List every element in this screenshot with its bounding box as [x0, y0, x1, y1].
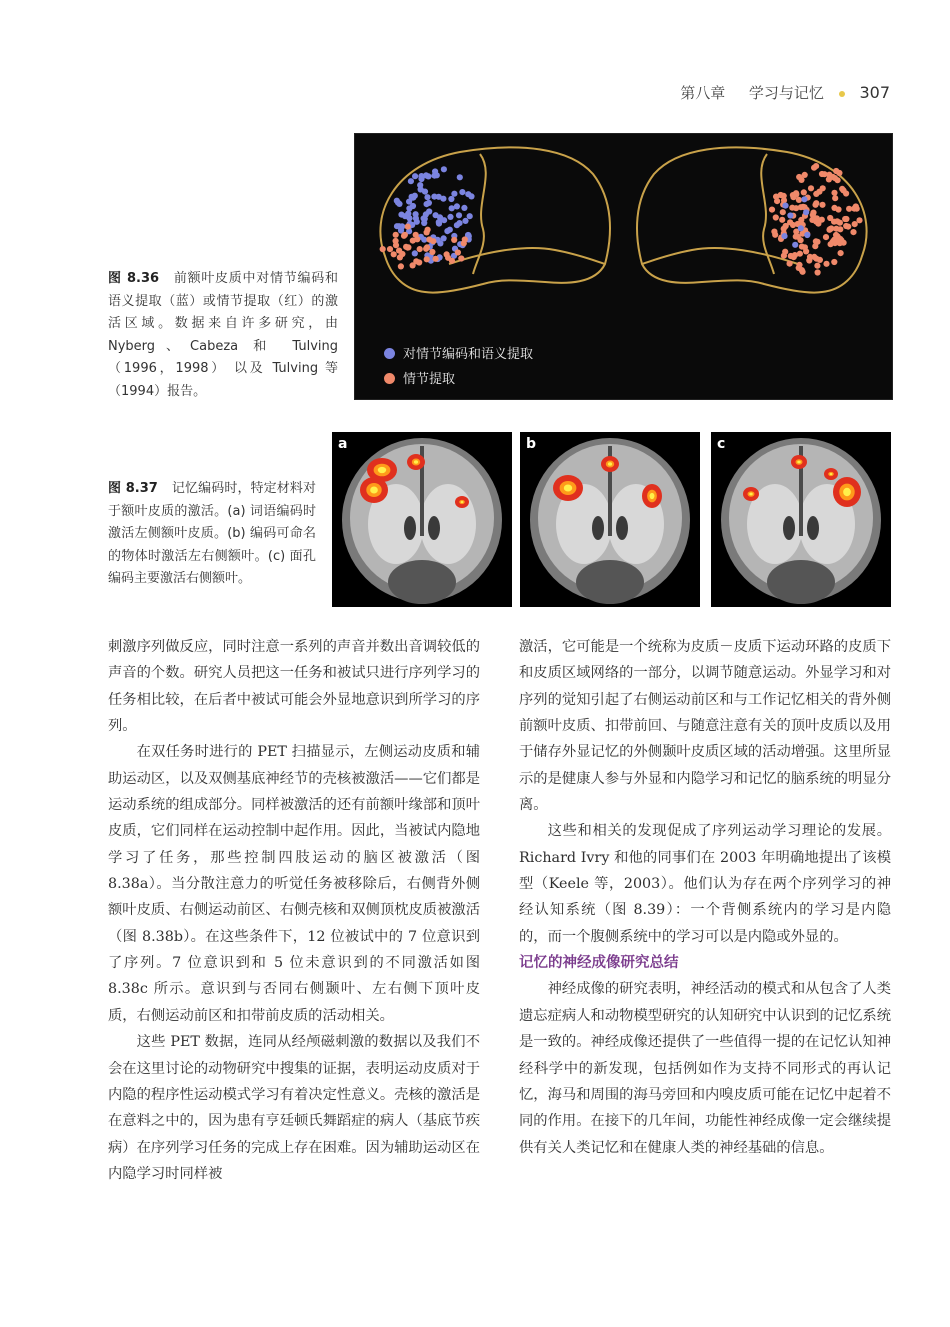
activation-dot: [797, 251, 803, 257]
activation-dot: [424, 256, 430, 262]
activation-dot: [790, 222, 796, 228]
activation-dot: [413, 215, 419, 221]
activation-dot: [781, 197, 787, 203]
activation-dot: [823, 261, 829, 267]
activation-dot: [459, 189, 465, 195]
activation-dot: [405, 224, 411, 230]
activation-dot: [845, 224, 851, 230]
activation-dot: [394, 223, 400, 229]
paragraph: 神经成像的研究表明，神经活动的模式和从包含了人类遗忘症病人和动物模型研究的认知研究中认识到的记忆系统是一致的。神经成像还提供了一些值得一提的在记忆认知神经科学中的新发现，包括例如作为支持不同形式的再认记忆，海马和周围的海马旁回和内嗅皮质可能在记忆中起着不同的作用。在接下的几年间，功能性神经成像一定会继续提供有关人类记忆和在健康人类的神经基础的信息。: [519, 981, 891, 1156]
panel-label: a: [338, 436, 348, 452]
activation-dot: [798, 177, 804, 183]
left-lateral-sulcus: [449, 248, 605, 264]
activation-blob-core: [370, 487, 378, 494]
section-heading: 记忆的神经成像研究总结: [519, 955, 679, 972]
activation-blob-core: [843, 488, 851, 496]
activation-dot: [782, 249, 788, 255]
blue-dot-icon: [384, 348, 395, 359]
activation-dot: [831, 259, 837, 265]
activation-dot: [856, 217, 862, 223]
activation-dot: [789, 205, 795, 211]
activation-dots: [380, 163, 863, 276]
activation-blob-core: [650, 493, 655, 499]
activation-dot: [819, 171, 825, 177]
activation-dot: [454, 222, 460, 228]
legend-item-red: [384, 367, 533, 392]
activation-dot: [451, 237, 457, 243]
activation-dot: [804, 232, 810, 238]
activation-dot: [826, 172, 832, 178]
activation-dot: [792, 242, 798, 248]
activation-dot: [813, 238, 819, 244]
paragraph: 激活，它可能是一个统称为皮质－皮质下运动环路的皮质下和皮质区域网络的一部分，以调节随意运动。外显学习和对序列的觉知引起了右侧运动前区和与工作记忆相关的背外侧前额叶皮质、扣带前回、与随意注意有关的顶叶皮质以及用于储存外显记忆的外侧颞叶皮质区域的活动增强。这里所显示的是健康人参与外显和内隐学习和记忆的脑系统的明显分离。: [519, 639, 891, 814]
activation-dot: [461, 240, 467, 246]
activation-dot: [429, 249, 435, 255]
activation-dot: [424, 194, 430, 200]
figure-8-36-legend: [384, 342, 533, 392]
ventricle-right: [428, 516, 440, 540]
figure-number: 图 8.36: [108, 271, 160, 286]
activation-dot: [457, 174, 463, 180]
activation-dot: [787, 212, 793, 218]
activation-dot: [403, 244, 409, 250]
brainstem: [767, 560, 835, 604]
chapter-label: 第八章: [680, 84, 726, 102]
activation-dot: [842, 216, 848, 222]
activation-dot: [410, 238, 416, 244]
activation-dot: [780, 209, 786, 215]
activation-dot: [393, 238, 399, 244]
activation-dot: [441, 166, 447, 172]
activation-dot: [412, 173, 418, 179]
activation-dot: [801, 196, 807, 202]
activation-dot: [405, 211, 411, 217]
scan-panel-c: [711, 432, 891, 607]
activation-dot: [823, 234, 829, 240]
activation-blob-core: [830, 473, 833, 475]
activation-dot: [831, 190, 837, 196]
panel-label: b: [526, 436, 537, 452]
chapter-title: 学习与记忆: [748, 84, 824, 102]
ventricle-right: [807, 516, 819, 540]
paragraph: 刺激序列做反应，同时注意一系列的声音并数出音调较低的声音的个数。研究人员把这一任务和被试只进行序列学习的任务相比较，在后者中被试可能会外显地意识到所学习的序列。: [108, 639, 480, 735]
caption-text: 前额叶皮质中对情节编码和语义提取（蓝）或情节提取（红）的激活区域。数据来自许多研究，由 Nyberg、Cabeza 和 Tulving（1996，1998） 以及 Tulving 等（1994）报告。: [108, 271, 338, 399]
activation-dot: [807, 254, 813, 260]
brainstem: [576, 560, 644, 604]
activation-dot: [813, 191, 819, 197]
activation-dot: [810, 210, 816, 216]
activation-dot: [444, 251, 450, 257]
activation-dot: [787, 261, 793, 267]
left-column: [108, 634, 480, 1187]
activation-dot: [793, 190, 799, 196]
right-column: [519, 634, 891, 1161]
running-header: [640, 82, 890, 103]
activation-blob-core: [414, 460, 418, 464]
ventricle-left: [592, 516, 604, 540]
activation-dot: [771, 229, 777, 235]
activation-dot: [769, 207, 775, 213]
activation-dot: [432, 168, 438, 174]
activation-dot: [803, 209, 809, 215]
legend-item-blue: [384, 342, 533, 367]
activation-dot: [814, 215, 820, 221]
activation-dot: [802, 244, 808, 250]
activation-dot: [819, 202, 825, 208]
header-dot-icon: [839, 91, 845, 97]
activation-dot: [387, 246, 393, 252]
activation-dot: [398, 212, 404, 218]
activation-dot: [801, 189, 807, 195]
activation-dot: [798, 225, 804, 231]
panel-label: c: [717, 436, 726, 452]
figure-8-36-caption: [108, 268, 338, 403]
activation-dot: [433, 212, 439, 218]
activation-blob-core: [378, 467, 386, 473]
activation-blob-core: [797, 461, 801, 464]
activation-dot: [781, 233, 787, 239]
activation-dot: [778, 192, 784, 198]
activation-dot: [451, 191, 457, 197]
activation-dot: [412, 250, 418, 256]
activation-dot: [814, 263, 820, 269]
activation-dot: [398, 263, 404, 269]
activation-dot: [820, 185, 826, 191]
activation-dot: [430, 238, 436, 244]
ventricle-left: [404, 516, 416, 540]
activation-dot: [835, 206, 841, 212]
activation-dot: [418, 186, 424, 192]
activation-dot: [782, 203, 788, 209]
activation-dot: [444, 228, 450, 234]
activation-dot: [467, 213, 473, 219]
activation-dot: [830, 239, 836, 245]
activation-dot: [441, 235, 447, 241]
paragraph: 这些 PET 数据，连同从经颅磁刺激的数据以及我们不会在这里讨论的动物研究中搜集的证据，表明运动皮质对于内隐的程序性运动模式学习有着决定性意义。壳核的激活是在意料之中的，因为患有亨廷顿氏舞蹈症的病人（基底节疾病）在序列学习任务的完成上存在困难。因为辅助运动区在内隐学习时同样被: [108, 1034, 480, 1182]
activation-dot: [841, 240, 847, 246]
coronal-brain-scan-a: [332, 432, 512, 607]
activation-dot: [813, 200, 819, 206]
coronal-brain-scan-c: [711, 432, 891, 607]
activation-dot: [410, 262, 416, 268]
activation-dot: [399, 251, 405, 257]
red-dot-icon: [384, 373, 395, 384]
activation-dot: [465, 191, 471, 197]
activation-dot: [808, 185, 814, 191]
activation-dot: [800, 204, 806, 210]
page-number: 307: [859, 83, 890, 102]
activation-dot: [441, 217, 447, 223]
activation-dot: [394, 198, 400, 204]
activation-dot: [436, 194, 442, 200]
activation-dot: [833, 168, 839, 174]
activation-dot: [409, 194, 415, 200]
activation-dot: [433, 256, 439, 262]
activation-blob-core: [749, 493, 753, 496]
activation-dot: [832, 195, 838, 201]
activation-dot: [783, 223, 789, 229]
activation-dot: [391, 251, 397, 257]
ventricle-left: [783, 516, 795, 540]
activation-dot: [462, 218, 468, 224]
activation-dot: [798, 217, 804, 223]
activation-dot: [448, 196, 454, 202]
activation-dot: [408, 178, 414, 184]
activation-dot: [791, 254, 797, 260]
activation-dot: [447, 214, 453, 220]
activation-dot: [458, 255, 464, 261]
activation-dot: [416, 259, 422, 265]
activation-dot: [815, 269, 821, 275]
figure-number: 图 8.37: [108, 481, 158, 496]
activation-dot: [774, 198, 780, 204]
activation-dot: [402, 232, 408, 238]
activation-dot: [779, 217, 785, 223]
activation-dot: [461, 205, 467, 211]
scan-panel-b: [520, 432, 700, 607]
activation-dot: [839, 186, 845, 192]
activation-dot: [832, 175, 838, 181]
activation-dot: [838, 250, 844, 256]
activation-dot: [454, 203, 460, 209]
figure-8-37-caption: [108, 478, 316, 591]
activation-dot: [854, 206, 860, 212]
paragraph: 这些和相关的发现促成了序列运动学习理论的发展。Richard Ivry 和他的同事们在 2003 年明确地提出了该模型（Keele 等，2003）。他们认为存在两个序列学习的神经认知系统（图 8.39）：一个背侧系统内的学习是内隐的，而一个腹侧系统中的学习可以是内隐或外显的。: [519, 823, 891, 945]
activation-dot: [380, 246, 386, 252]
activation-dot: [798, 237, 804, 243]
activation-dot: [827, 215, 833, 221]
activation-dot: [424, 229, 430, 235]
activation-dot: [796, 265, 802, 271]
activation-blob-core: [608, 462, 612, 466]
paragraph: 在双任务时进行的 PET 扫描显示，左侧运动皮质和辅助运动区，以及双侧基底神经节的壳核被激活——它们都是运动系统的组成部分。同样被激活的还有前额叶缘部和顶叶皮质，它们同样在运动控制中起作用。因此，当被试内隐地学习了任务，那些控制四肢运动的脑区被激活（图 8.38a）。当分散注意力的听觉任务被移除后，右侧背外侧额叶皮质、右侧运动前区、右侧壳核和双侧顶枕皮质被激活（图 8.38b）。在这些条件下，12 位被试中的 7 位意识到了序列。7 位意识到和 5 位未意识到的不同激活如图 8.38c 所示。意识到与否同右侧颞叶、左右侧下顶叶皮质，右侧运动前区和扣带前皮质的活动相关。: [108, 744, 480, 1024]
right-lateral-sulcus: [642, 248, 798, 264]
coronal-brain-scan-b: [520, 432, 700, 607]
activation-dot: [424, 201, 430, 207]
legend-label: 对情节编码和语义提取: [403, 347, 534, 362]
activation-dot: [425, 173, 431, 179]
activation-dot: [417, 246, 423, 252]
caption-text: 记忆编码时，特定材料对于额叶皮质的激活。(a) 词语编码时激活左侧额叶皮质。(b) 编码可命名的物体时激活左右侧额叶。(c) 面孔编码主要激活右侧额叶。: [108, 481, 316, 586]
activation-dot: [773, 214, 779, 220]
activation-dot: [456, 212, 462, 218]
activation-dot: [424, 244, 430, 250]
activation-dot: [393, 232, 399, 238]
activation-blob-core: [461, 501, 464, 503]
ventricle-right: [616, 516, 628, 540]
activation-dot: [811, 165, 817, 171]
brainstem: [388, 560, 456, 604]
activation-dot: [850, 229, 856, 235]
activation-dot: [406, 205, 412, 211]
activation-dot: [828, 225, 834, 231]
legend-label: 情节提取: [403, 372, 456, 387]
activation-dot: [817, 257, 823, 263]
activation-dot: [796, 197, 802, 203]
activation-dot: [422, 216, 428, 222]
activation-blob-core: [564, 485, 572, 492]
activation-dot: [455, 249, 461, 255]
scan-panel-a: [332, 432, 512, 607]
